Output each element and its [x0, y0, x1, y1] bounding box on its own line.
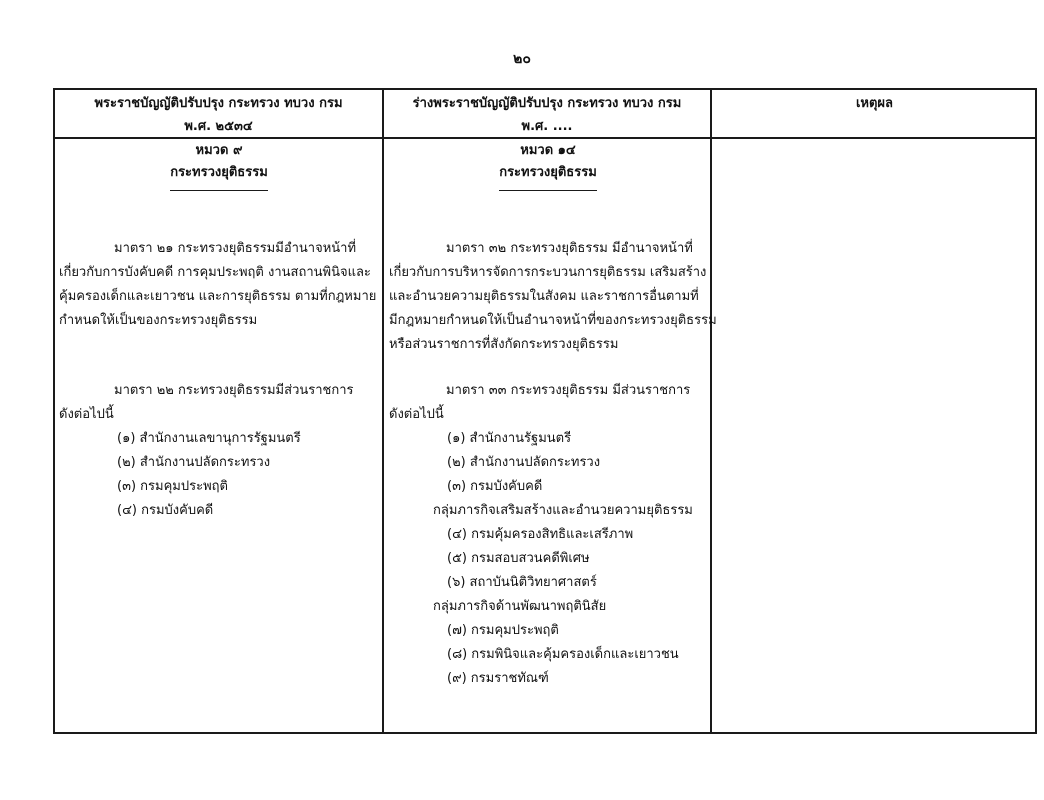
section-line: มาตรา ๓๒ กระทรวงยุติธรรม มีอำนาจหน้าที่ [446, 241, 693, 256]
column-divider-1 [382, 90, 384, 732]
section-line: หรือส่วนราชการที่สังกัดกระทรวงยุติธรรม [389, 337, 619, 352]
column-draft-act [389, 140, 717, 691]
header-current-act-year: พ.ศ. ๒๕๓๔ [184, 119, 253, 134]
section-22 [59, 379, 379, 427]
header-draft-act-year: พ.ศ. .... [521, 119, 573, 134]
section-line: และอำนวยความยุติธรรมในสังคม และราชการอื่นตามที่ [389, 289, 699, 304]
chapter-title: กระทรวงยุติธรรม [170, 165, 268, 180]
chapter-heading: หมวด ๑๔ [520, 143, 576, 158]
section-line: ดังต่อไปนี้ [389, 407, 444, 422]
mission-group-title: กลุ่มภารกิจด้านพัฒนาพฤตินิสัย [433, 599, 607, 614]
section-line: เกี่ยวกับการบริหารจัดการกระบวนการยุติธรรม เสริมสร้าง [389, 265, 707, 280]
section-line: มาตรา ๓๓ กระทรวงยุติธรรม มีส่วนราชการ [446, 383, 691, 398]
agency-list [389, 427, 707, 691]
list-item: (๘) กรมพินิจและคุ้มครองเด็กและเยาวชน [447, 647, 679, 662]
list-item: (๖) สถาบันนิติวิทยาศาสตร์ [447, 575, 597, 590]
list-item: (๕) กรมสอบสวนคดีพิเศษ [447, 551, 590, 566]
list-item: (๗) กรมคุมประพฤติ [447, 623, 559, 638]
list-item: (๓) กรมคุมประพฤติ [117, 479, 228, 494]
section-33 [389, 379, 707, 427]
section-line: มีกฎหมายกำหนดให้เป็นอำนาจหน้าที่ของกระทรวงยุติธรรม [389, 313, 717, 328]
section-line: กำหนดให้เป็นของกระทรวงยุติธรรม [59, 313, 258, 328]
section-line: มาตรา ๒๒ กระทรวงยุติธรรมมีส่วนราชการ [114, 383, 354, 398]
list-item: (๑) สำนักงานเลขานุการรัฐมนตรี [117, 431, 301, 446]
list-item: (๙) กรมราชทัณฑ์ [447, 671, 549, 686]
page-number: ๒๐ [513, 51, 531, 67]
column-divider-2 [710, 90, 712, 732]
header-draft-act-title: ร่างพระราชบัญญัติปรับปรุง กระทรวง ทบวง กรม [412, 96, 682, 111]
header-current-act [55, 92, 382, 138]
list-item: (๒) สำนักงานปลัดกระทรวง [447, 455, 601, 470]
agency-list [59, 427, 379, 523]
section-line: มาตรา ๒๑ กระทรวงยุติธรรมมีอำนาจหน้าที่ [114, 241, 357, 256]
list-item: (๔) กรมคุ้มครองสิทธิและเสรีภาพ [447, 527, 634, 542]
section-line: คุ้มครองเด็กและเยาวชน และการยุติธรรม ตามที่กฎหมาย [59, 289, 377, 304]
header-reason [712, 92, 1037, 115]
list-item: (๓) กรมบังคับคดี [447, 479, 543, 494]
comparison-table [53, 88, 1037, 734]
chapter-heading: หมวด ๙ [195, 143, 243, 158]
section-line: เกี่ยวกับการบังคับคดี การคุมประพฤติ งานสถานพินิจและ [59, 265, 371, 280]
list-item: (๑) สำนักงานรัฐมนตรี [447, 431, 572, 446]
chapter-title: กระทรวงยุติธรรม [499, 165, 597, 180]
section-21 [59, 237, 379, 333]
section-32 [389, 237, 717, 357]
header-reason-title: เหตุผล [855, 96, 894, 111]
mission-group-title: กลุ่มภารกิจเสริมสร้างและอำนวยความยุติธรรม [433, 503, 693, 518]
section-line: ดังต่อไปนี้ [59, 407, 114, 422]
column-current-act [59, 140, 379, 523]
header-draft-act [384, 92, 710, 138]
header-current-act-title: พระราชบัญญัติปรับปรุง กระทรวง ทบวง กรม [94, 96, 343, 111]
list-item: (๔) กรมบังคับคดี [117, 503, 214, 518]
list-item: (๒) สำนักงานปลัดกระทรวง [117, 455, 271, 470]
